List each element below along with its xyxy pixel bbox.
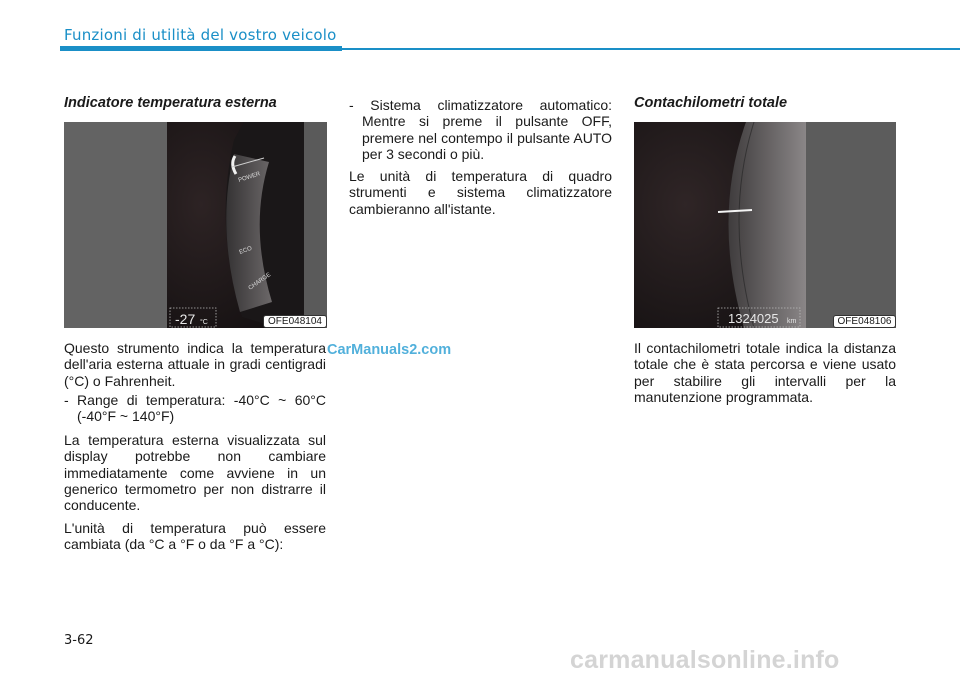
paragraph-odometer-description: Il contachilometri totale indica la distanza totale che è stata percorsa e viene usato per stabilire gli intervalli per la manutenzione programmata. <box>634 340 896 405</box>
header-rule-thick <box>60 46 342 51</box>
watermark-top[interactable]: CarManuals2.com <box>327 342 452 358</box>
svg-text:POWER: POWER <box>237 171 262 184</box>
paragraph-temp-display: La temperatura esterna visualizzata sul display potrebbe non cambiare immediatamente come avviene in un generico termometro per non distrarre il conducente. <box>64 432 326 514</box>
watermark-bottom[interactable]: carmanualsonline.info <box>570 646 840 674</box>
figure-code-temperature: OFE048104 <box>263 315 327 328</box>
section-title-temperature: Indicatore temperatura esterna <box>64 95 277 111</box>
odometer-unit: km <box>787 318 797 325</box>
paragraph-temp-description: Questo strumento indica la temperatura dell'aria esterna attuale in gradi centigradi (°C) o Fahrenheit. <box>64 340 326 389</box>
header-rule-thin <box>342 48 960 50</box>
figure-odometer <box>634 122 896 328</box>
header-title: Funzioni di utilità del vostro veicolo <box>64 26 337 44</box>
odometer-value: 1324025 <box>728 311 779 326</box>
section-title-odometer: Contachilometri totale <box>634 95 788 111</box>
page-number: 3-62 <box>64 633 94 648</box>
paragraph-auto-climate: - Sistema climatizzatore automatico: Mentre si preme il pulsante OFF, premere nel contempo il pulsante AUTO per 3 secondi o più. <box>349 97 612 162</box>
temperature-value: -27 <box>175 311 196 327</box>
figure-temperature <box>64 122 327 328</box>
paragraph-temp-unit: L'unità di temperatura può essere cambiata (da °C a °F o da °F a °C): <box>64 520 326 553</box>
gauge-label-eco: ECO <box>238 245 253 256</box>
paragraph-temp-range: - Range di temperatura: -40°C ~ 60°C (-40°F ~ 140°F) <box>64 392 326 425</box>
gauge-label-charge: CHARGE <box>247 271 273 292</box>
temperature-unit: °C <box>200 319 208 326</box>
figure-code-odometer: OFE048106 <box>833 315 896 328</box>
paragraph-unit-change: Le unità di temperatura di quadro strumenti e sistema climatizzatore cambieranno all'istante. <box>349 168 612 217</box>
